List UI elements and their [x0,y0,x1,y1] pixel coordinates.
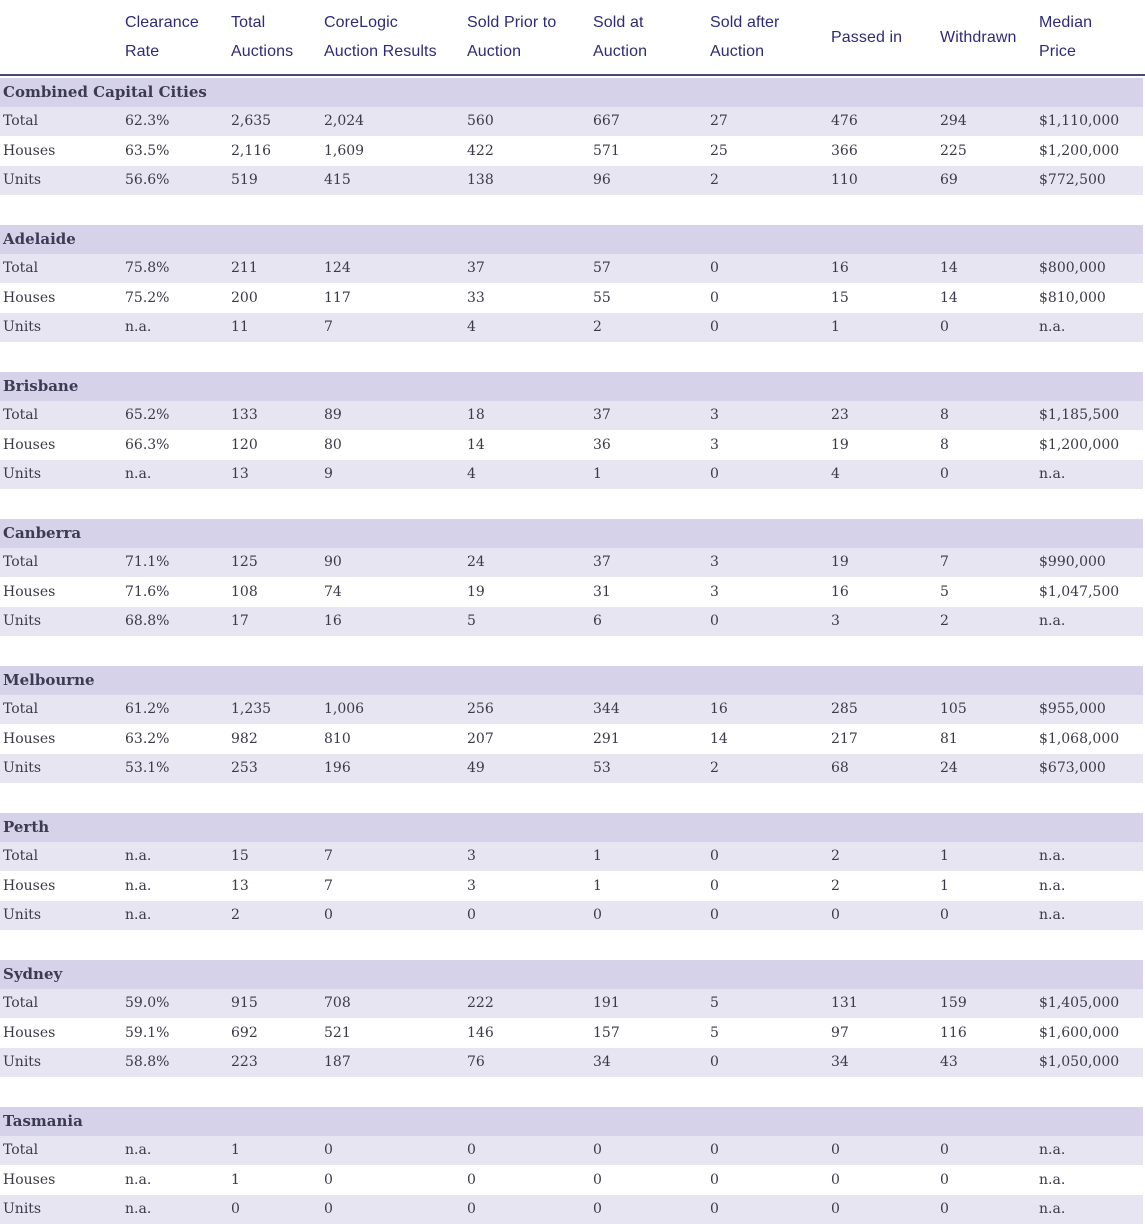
table-row [0,1136,1143,1165]
row-label: Units [3,760,42,777]
table-cell: 225 [940,142,967,159]
table-cell: $673,000 [1039,760,1106,777]
table-cell: 3 [831,613,840,630]
row-label: Units [3,1201,42,1218]
section-title: Brisbane [0,372,1143,401]
table-cell: 1,235 [231,701,272,718]
table-cell: 187 [324,1054,351,1071]
table-row [0,872,1143,901]
column-header-line: Price [1039,43,1076,60]
table-cell: n.a. [1039,613,1066,630]
table-row [0,1019,1143,1048]
table-cell: 692 [231,1024,258,1041]
table-cell: 285 [831,701,858,718]
table-cell: n.a. [1039,319,1066,336]
column-header-line: Auctions [231,43,294,60]
table-cell: 0 [710,848,719,865]
table-row [0,460,1143,489]
table-cell: 36 [593,436,611,453]
table-cell: 5 [940,583,949,600]
table-row [0,1195,1143,1224]
table-cell: 0 [710,466,719,483]
table-cell: 49 [467,760,485,777]
table-cell: n.a. [125,848,152,865]
table-cell: 110 [831,172,858,189]
table-cell: 24 [940,760,958,777]
table-cell: 2 [710,760,719,777]
table-cell: 2 [940,613,949,630]
column-header-sold-after [710,0,779,74]
column-header-line: Median [1039,14,1093,31]
row-label: Units [3,319,42,336]
table-cell: $1,050,000 [1039,1054,1120,1071]
table-cell: 667 [593,113,620,130]
table-cell: 1,609 [324,142,365,159]
table-cell: 519 [231,172,258,189]
table-row [0,725,1143,754]
column-header-line: Sold after [710,14,780,31]
table-cell: 2,024 [324,113,365,130]
table-cell: $1,110,000 [1039,113,1120,130]
row-label: Houses [3,436,56,453]
column-header-line: Auction [467,43,522,60]
table-header [0,0,1145,76]
table-cell: 0 [940,907,949,924]
row-label: Units [3,1054,42,1071]
row-label: Total [3,848,39,865]
column-header-line: CoreLogic [324,14,398,31]
table-cell: n.a. [125,319,152,336]
column-header-line: Auction Results [324,43,437,60]
table-cell: 7 [324,319,333,336]
table-cell: 915 [231,995,258,1012]
table-cell: 1 [231,1171,240,1188]
table-cell: 0 [831,1171,840,1188]
row-label: Units [3,907,42,924]
table-cell: n.a. [1039,1171,1066,1188]
table-cell: 982 [231,730,258,747]
table-cell: 14 [940,289,958,306]
table-cell: 61.2% [125,701,170,718]
table-cell: 0 [467,907,476,924]
table-cell: 19 [831,436,849,453]
table-cell: 810 [324,730,351,747]
table-cell: 7 [324,848,333,865]
table-cell: 19 [831,554,849,571]
table-cell: n.a. [1039,848,1066,865]
table-cell: n.a. [1039,1201,1066,1218]
table-cell: 97 [831,1024,849,1041]
table-cell: 211 [231,260,258,277]
table-cell: 2,116 [231,142,272,159]
table-cell: 53.1% [125,760,170,777]
table-cell: $990,000 [1039,554,1106,571]
table-cell: 1 [831,319,840,336]
table-cell: 14 [710,730,728,747]
table-cell: 96 [593,172,611,189]
table-cell: 124 [324,260,351,277]
row-label: Houses [3,1024,56,1041]
table-cell: $800,000 [1039,260,1106,277]
table-cell: 294 [940,113,967,130]
table-cell: 71.6% [125,583,170,600]
table-cell: 2 [231,907,240,924]
table-row [0,548,1143,577]
table-row [0,607,1143,636]
table-row [0,254,1143,283]
row-label: Houses [3,583,56,600]
table-cell: 8 [940,407,949,424]
row-label: Total [3,260,39,277]
table-cell: 71.1% [125,554,170,571]
table-cell: 4 [831,466,840,483]
table-row [0,166,1143,195]
table-cell: $1,200,000 [1039,436,1120,453]
table-cell: n.a. [125,466,152,483]
row-label: Houses [3,730,56,747]
table-cell: 0 [940,1201,949,1218]
table-cell: 0 [710,907,719,924]
table-cell: 16 [710,701,728,718]
table-cell: 59.0% [125,995,170,1012]
table-cell: 34 [831,1054,849,1071]
table-row [0,989,1143,1018]
column-header-line: Sold at [593,14,644,31]
table-cell: 24 [467,554,485,571]
column-header-line: Withdrawn [940,28,1017,46]
table-cell: 16 [831,260,849,277]
column-header-line: Auction [593,43,648,60]
table-cell: 0 [231,1201,240,1218]
table-row [0,695,1143,724]
row-label: Houses [3,289,56,306]
table-cell: 0 [710,613,719,630]
table-cell: 0 [324,1142,333,1159]
table-cell: 0 [940,466,949,483]
table-cell: 0 [324,1201,333,1218]
column-header-passed-in [831,0,902,74]
row-label: Units [3,172,42,189]
table-cell: 5 [467,613,476,630]
table-cell: 105 [940,701,967,718]
table-cell: 53 [593,760,611,777]
table-cell: 14 [940,260,958,277]
table-cell: n.a. [1039,466,1066,483]
table-cell: $772,500 [1039,172,1106,189]
table-cell: 0 [710,260,719,277]
table-cell: $1,185,500 [1039,407,1120,424]
table-cell: 2 [831,848,840,865]
table-cell: 0 [467,1201,476,1218]
table-cell: n.a. [125,877,152,894]
table-cell: 0 [831,907,840,924]
row-label: Total [3,701,39,718]
table-cell: 0 [710,1171,719,1188]
column-header-clearance [125,0,199,74]
table-cell: 415 [324,172,351,189]
table-cell: 11 [231,319,249,336]
table-cell: 4 [467,466,476,483]
table-row [0,431,1143,460]
table-cell: $810,000 [1039,289,1106,306]
table-cell: 133 [231,407,258,424]
table-cell: 157 [593,1024,620,1041]
table-cell: 344 [593,701,620,718]
table-cell: 7 [940,554,949,571]
table-cell: 571 [593,142,620,159]
table-cell: 422 [467,142,494,159]
table-cell: 0 [593,1171,602,1188]
row-label: Units [3,466,42,483]
table-cell: 18 [467,407,485,424]
table-cell: 120 [231,436,258,453]
table-cell: 68.8% [125,613,170,630]
table-cell: 81 [940,730,958,747]
table-cell: 196 [324,760,351,777]
table-cell: 521 [324,1024,351,1041]
table-cell: 63.5% [125,142,170,159]
table-cell: 3 [467,877,476,894]
table-cell: 58.8% [125,1054,170,1071]
table-cell: 117 [324,289,351,306]
table-cell: 1 [231,1142,240,1159]
table-cell: 55 [593,289,611,306]
table-cell: 0 [831,1201,840,1218]
table-row [0,401,1143,430]
table-cell: 74 [324,583,342,600]
table-cell: 3 [710,583,719,600]
table-cell: 0 [940,1142,949,1159]
table-cell: 2 [831,877,840,894]
row-label: Total [3,1142,39,1159]
table-cell: n.a. [125,907,152,924]
table-cell: 16 [324,613,342,630]
table-row [0,842,1143,871]
column-header-total-auctions [231,0,293,74]
table-cell: 708 [324,995,351,1012]
row-label: Houses [3,1171,56,1188]
section-title: Canberra [0,519,1143,548]
section-title: Sydney [0,960,1143,989]
table-cell: 68 [831,760,849,777]
table-cell: 33 [467,289,485,306]
table-cell: 256 [467,701,494,718]
table-cell: 37 [593,554,611,571]
table-cell: 34 [593,1054,611,1071]
table-cell: 223 [231,1054,258,1071]
column-header-line: Total [231,14,266,31]
row-label: Total [3,995,39,1012]
table-row [0,137,1143,166]
table-cell: 1,006 [324,701,365,718]
row-label: Units [3,613,42,630]
table-cell: 15 [831,289,849,306]
table-cell: 0 [467,1142,476,1159]
table-cell: 476 [831,113,858,130]
table-cell: 69 [940,172,958,189]
table-cell: 366 [831,142,858,159]
table-row [0,578,1143,607]
table-cell: 0 [593,1201,602,1218]
table-row [0,1048,1143,1077]
table-cell: 76 [467,1054,485,1071]
table-cell: 5 [710,995,719,1012]
table-cell: 131 [831,995,858,1012]
table-cell: 0 [467,1171,476,1188]
table-cell: 0 [710,1054,719,1071]
table-cell: 56.6% [125,172,170,189]
table-cell: 146 [467,1024,494,1041]
row-label: Houses [3,142,56,159]
table-cell: 222 [467,995,494,1012]
section-title: Combined Capital Cities [0,78,1143,107]
table-cell: 80 [324,436,342,453]
table-cell: 0 [940,319,949,336]
table-cell: 191 [593,995,620,1012]
table-cell: 13 [231,877,249,894]
table-cell: 125 [231,554,258,571]
table-row [0,1166,1143,1195]
table-cell: 37 [467,260,485,277]
table-cell: 0 [710,319,719,336]
table-cell: 75.2% [125,289,170,306]
section-title: Perth [0,813,1143,842]
table-cell: 37 [593,407,611,424]
table-cell: 63.2% [125,730,170,747]
table-cell: 138 [467,172,494,189]
table-cell: 57 [593,260,611,277]
table-cell: n.a. [1039,907,1066,924]
column-header-line: Passed in [831,28,903,46]
table-cell: $1,200,000 [1039,142,1120,159]
table-cell: 17 [231,613,249,630]
table-cell: 253 [231,760,258,777]
table-cell: 0 [710,289,719,306]
table-row [0,107,1143,136]
table-cell: 65.2% [125,407,170,424]
table-cell: 16 [831,583,849,600]
table-row [0,284,1143,313]
table-cell: 200 [231,289,258,306]
column-header-line: Sold Prior to [467,14,557,31]
table-cell: 4 [467,319,476,336]
table-cell: 0 [710,877,719,894]
column-header-line: Rate [125,43,160,60]
table-cell: 25 [710,142,728,159]
table-cell: n.a. [1039,877,1066,894]
column-header-withdrawn [940,0,1016,74]
table-cell: 3 [710,407,719,424]
table-cell: 1 [940,848,949,865]
table-cell: 3 [710,436,719,453]
table-cell: $1,405,000 [1039,995,1120,1012]
table-cell: 0 [593,1142,602,1159]
table-cell: 2,635 [231,113,272,130]
table-cell: 62.3% [125,113,170,130]
table-cell: 43 [940,1054,958,1071]
table-cell: 217 [831,730,858,747]
table-cell: 2 [710,172,719,189]
table-cell: 19 [467,583,485,600]
table-cell: 0 [940,1171,949,1188]
table-cell: $1,600,000 [1039,1024,1120,1041]
table-cell: 291 [593,730,620,747]
row-label: Houses [3,877,56,894]
row-label: Total [3,407,39,424]
table-cell: 0 [324,907,333,924]
table-cell: 116 [940,1024,967,1041]
section-title: Adelaide [0,225,1143,254]
table-cell: 14 [467,436,485,453]
row-label: Total [3,554,39,571]
table-cell: 207 [467,730,494,747]
table-cell: 108 [231,583,258,600]
table-cell: 59.1% [125,1024,170,1041]
table-cell: 15 [231,848,249,865]
table-cell: 13 [231,466,249,483]
table-row [0,313,1143,342]
table-cell: 0 [710,1142,719,1159]
table-cell: 27 [710,113,728,130]
table-cell: 6 [593,613,602,630]
row-label: Total [3,113,39,130]
table-cell: 0 [710,1201,719,1218]
table-cell: 2 [593,319,602,336]
table-cell: 1 [940,877,949,894]
table-cell: $1,068,000 [1039,730,1120,747]
section-title: Melbourne [0,666,1143,695]
column-header-line: Clearance [125,14,199,31]
table-cell: 0 [324,1171,333,1188]
table-cell: 159 [940,995,967,1012]
table-cell: 75.8% [125,260,170,277]
table-row [0,901,1143,930]
section-title: Tasmania [0,1107,1143,1136]
table-cell: 0 [593,907,602,924]
table-cell: 8 [940,436,949,453]
table-cell: 23 [831,407,849,424]
table-cell: 0 [831,1142,840,1159]
table-cell: n.a. [1039,1142,1066,1159]
table-cell: 31 [593,583,611,600]
table-cell: 3 [710,554,719,571]
table-cell: 89 [324,407,342,424]
column-header-line: Auction [710,43,765,60]
table-cell: 7 [324,877,333,894]
column-header-corelogic [324,0,437,74]
column-header-sold-prior [467,0,556,74]
table-cell: 1 [593,877,602,894]
table-cell: 5 [710,1024,719,1041]
table-cell: n.a. [125,1171,152,1188]
table-cell: $1,047,500 [1039,583,1120,600]
table-cell: 1 [593,466,602,483]
table-row [0,754,1143,783]
table-cell: n.a. [125,1142,152,1159]
table-cell: 3 [467,848,476,865]
table-cell: 66.3% [125,436,170,453]
table-cell: 9 [324,466,333,483]
table-cell: $955,000 [1039,701,1106,718]
column-header-median [1039,0,1092,74]
table-cell: 560 [467,113,494,130]
table-cell: n.a. [125,1201,152,1218]
table-cell: 1 [593,848,602,865]
table-cell: 90 [324,554,342,571]
column-header-sold-at [593,0,647,74]
